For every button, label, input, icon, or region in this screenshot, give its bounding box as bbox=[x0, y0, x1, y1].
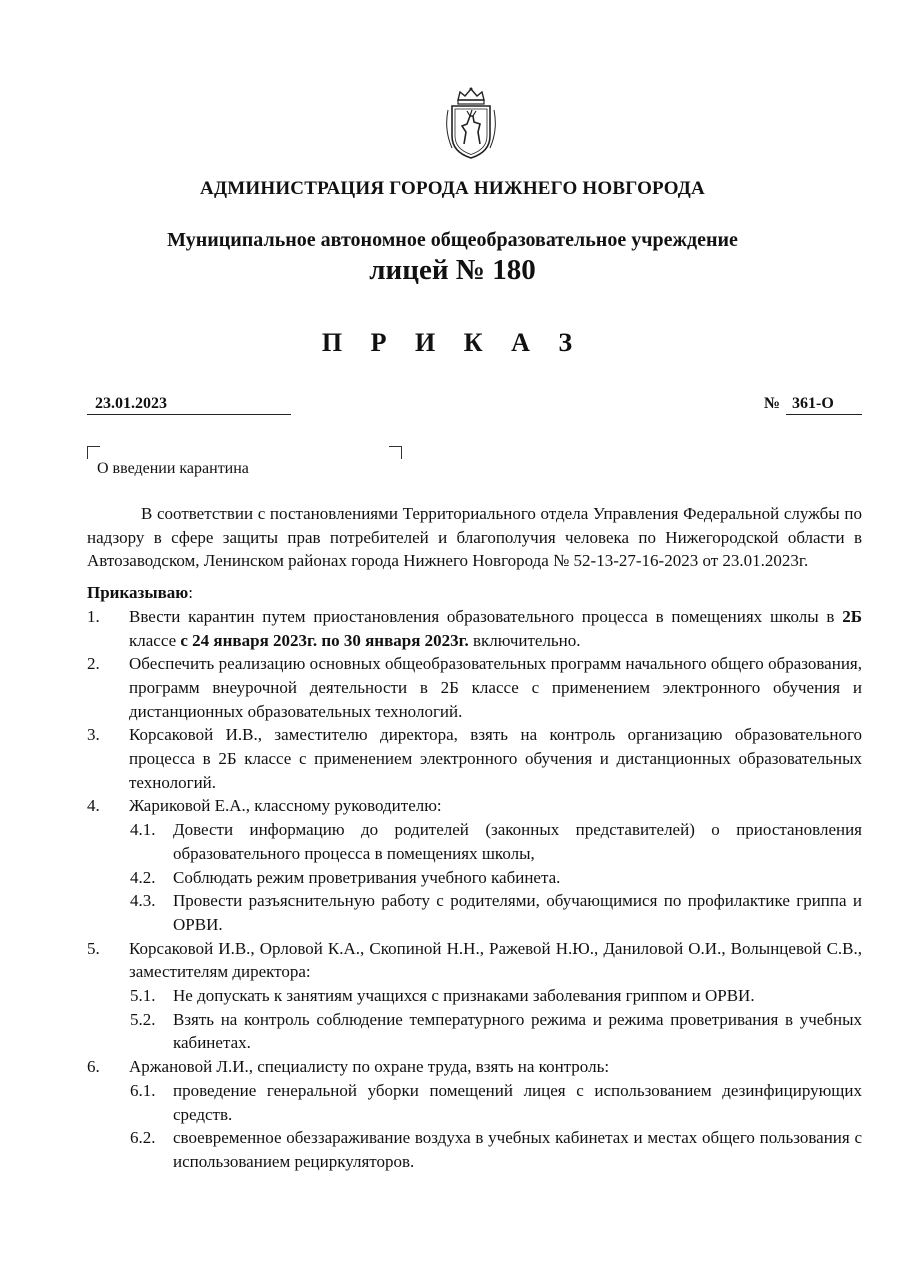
subitem-text: Довести информацию до родителей (законных представителей) о приостановления образовательного процесса в помещениях школы, bbox=[173, 820, 862, 863]
subitem-number: 5.1. bbox=[130, 986, 156, 1006]
item-text: Аржановой Л.И., специалисту по охране труда, взять на контроль: bbox=[129, 1057, 610, 1077]
order-item bbox=[87, 794, 862, 818]
subitem-text: Соблюдать режим проветривания учебного кабинета. bbox=[173, 867, 561, 887]
subitem-text: проведение генеральной уборки помещений лицея с использованием дезинфицирующих средств. bbox=[173, 1080, 862, 1124]
order-subitem bbox=[87, 1126, 862, 1173]
order-subitem bbox=[87, 1079, 862, 1126]
order-colon: : bbox=[188, 583, 194, 603]
city-coat-of-arms-icon bbox=[440, 86, 502, 160]
institution-name: Муниципальное автономное общеобразовательное учреждение bbox=[167, 229, 738, 251]
order-subitem bbox=[87, 818, 862, 865]
document-title: П Р И К А З bbox=[321, 328, 584, 357]
item-number: 6. bbox=[87, 1057, 100, 1077]
order-item bbox=[87, 723, 862, 794]
order-item bbox=[87, 937, 862, 984]
subitem-text: Взять на контроль соблюдение температурного режима и режима проветривания в учебных кабинетах. bbox=[173, 1009, 862, 1053]
order-label: Приказываю bbox=[87, 583, 189, 603]
subitem-text: Не допускать к занятиям учащихся с признаками заболевания гриппом и ОРВИ. bbox=[173, 986, 755, 1006]
item-number: 2. bbox=[87, 654, 100, 674]
order-item bbox=[87, 605, 862, 652]
order-date: 23.01.2023 bbox=[87, 394, 291, 415]
item-number: 3. bbox=[87, 725, 100, 745]
item-number: 5. bbox=[87, 938, 100, 958]
item-text-bold: 2Б bbox=[842, 606, 862, 626]
order-body bbox=[87, 502, 862, 1174]
order-number-label: № bbox=[764, 395, 781, 412]
intro-paragraph: В соответствии с постановлениями Территориального отдела Управления Федеральной службы по надзору в сфере защиты прав потребителей и благополучия человека по Нижегородской области в Автозаводском, Ленинском районах города Нижнего Новгорода № 52-13-27-16-2023 от 23.01.2023г. bbox=[87, 504, 862, 571]
order-subitem bbox=[87, 866, 862, 890]
item-text: Жариковой Е.А., классному руководителю: bbox=[129, 796, 442, 816]
order-item bbox=[87, 1055, 862, 1079]
subitem-number: 6.2. bbox=[130, 1128, 156, 1148]
order-subitem bbox=[87, 889, 862, 936]
subitem-number: 6.1. bbox=[130, 1080, 156, 1100]
order-number: 361-О bbox=[786, 394, 862, 415]
item-number: 1. bbox=[87, 606, 100, 626]
organization-name: АДМИНИСТРАЦИЯ ГОРОДА НИЖНЕГО НОВГОРОДА bbox=[200, 178, 705, 199]
item-text: Обеспечить реализацию основных общеобразовательных программ начального общего образования, программ внеурочной деятельности в 2Б классе с применением электронного обучения и дистанционных образовательных технологий. bbox=[129, 654, 862, 721]
item-text: включительно. bbox=[468, 630, 581, 650]
item-text-bold: с 24 января 2023г. по 30 января 2023г. bbox=[180, 630, 469, 650]
order-item bbox=[87, 652, 862, 723]
subitem-number: 4.3. bbox=[130, 891, 156, 911]
subitem-number: 5.2. bbox=[130, 1009, 156, 1029]
item-text: классе bbox=[129, 630, 181, 650]
order-subject: О введении карантина bbox=[97, 460, 249, 477]
item-text: Корсаковой И.В., заместителю директора, взять на контроль организацию образовательного процесса в 2Б классе с применением электронного обучения и дистанционных образовательных технологий. bbox=[129, 725, 862, 792]
item-number: 4. bbox=[87, 796, 100, 816]
subject-bracket-right bbox=[389, 446, 402, 459]
subitem-text: Провести разъяснительную работу с родителями, обучающимися по профилактике гриппа и ОРВИ. bbox=[173, 891, 862, 934]
order-heading bbox=[87, 581, 862, 605]
subitem-text: своевременное обеззараживание воздуха в учебных кабинетах и местах общего пользования с использованием рециркуляторов. bbox=[173, 1128, 862, 1171]
order-subitem bbox=[87, 984, 862, 1008]
school-name: лицей № 180 bbox=[369, 254, 536, 286]
item-text: Корсаковой И.В., Орловой К.А., Скопиной Н.Н., Ражевой Н.Ю., Даниловой О.И., Волынцевой С.В., заместителям директора: bbox=[129, 938, 862, 982]
subitem-number: 4.1. bbox=[130, 820, 156, 840]
subitem-number: 4.2. bbox=[130, 867, 156, 887]
order-subitem bbox=[87, 1008, 862, 1055]
item-text: Ввести карантин путем приостановления образовательного процесса в помещениях школы в bbox=[129, 606, 843, 626]
